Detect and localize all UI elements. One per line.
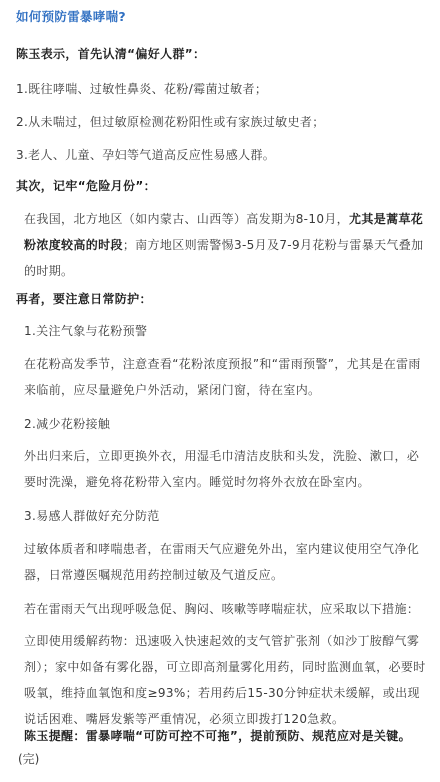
article-title: 如何预防雷暴哮喘? — [16, 9, 126, 24]
emphasized-text: 尤其是蒿草花粉浓度较高的时段 — [24, 212, 424, 252]
section-heading-danger-months: 其次，记牢“危险月份”： — [16, 179, 156, 193]
symptoms-paragraph: 若在雷雨天气出现呼吸急促、胸闷、咳嗽等哮喘症状，应采取以下措施： — [24, 602, 420, 616]
danger-months-paragraph — [24, 206, 428, 284]
section-heading-daily-protection: 再者，要注意日常防护： — [16, 292, 152, 306]
end-mark: (完) — [18, 752, 40, 766]
subheading-weather-alerts: 1.关注气象与花粉预警 — [24, 324, 148, 338]
target-group-item: 3.老人、儿童、孕妇等气道高反应性易感人群。 — [16, 148, 276, 162]
subheading-sensitive-groups: 3.易感人群做好充分防范 — [24, 509, 160, 523]
emergency-measures-paragraph: 立即使用缓解药物：迅速吸入快速起效的支气管扩张剂（如沙丁胺醇气雾剂）；家中如备有雾化器，可立即高剂量雾化用药，同时监测血氧，必要时吸氧，维持血氧饱和度≥93%；若用药后15-30分钟症状未缓解，或出现说话困难、嘴唇发紫等严重情况，必须立即拨打120急救。 — [24, 634, 426, 726]
reduce-pollen-paragraph: 外出归来后，立即更换外衣，用湿毛巾清洁皮肤和头发，洗脸、漱口，必要时洗澡，避免将花粉带入室内。睡觉时勿将外衣放在卧室内。 — [24, 449, 420, 489]
target-group-item: 1.既往哮喘、过敏性鼻炎、花粉/霉菌过敏者； — [16, 82, 268, 96]
paragraph-text: 在我国，北方地区（如内蒙古、山西等）高发期为8-10月， — [24, 212, 350, 226]
section-heading-target-groups: 陈玉表示，首先认清“偏好人群”： — [16, 47, 206, 61]
sensitive-groups-paragraph: 过敏体质者和哮喘患者，在雷雨天气应避免外出，室内建议使用空气净化器，日常遵医嘱规范用药控制过敏及气道反应。 — [24, 542, 420, 582]
paragraph-text: ；南方地区则需警惕3-5月及7-9月花粉与雷暴天气叠加的时期。 — [24, 238, 424, 278]
closing-reminder: 陈玉提醒：雷暴哮喘“可防可控不可拖”，提前预防、规范应对是关键。 — [24, 729, 411, 743]
subheading-reduce-pollen: 2.减少花粉接触 — [24, 417, 111, 431]
weather-alerts-paragraph: 在花粉高发季节，注意查看“花粉浓度预报”和“雷雨预警”，尤其是在雷雨来临前，应尽量避免户外活动，紧闭门窗，待在室内。 — [24, 357, 421, 397]
target-group-item: 2.从未喘过，但过敏原检测花粉阳性或有家族过敏史者； — [16, 115, 325, 129]
